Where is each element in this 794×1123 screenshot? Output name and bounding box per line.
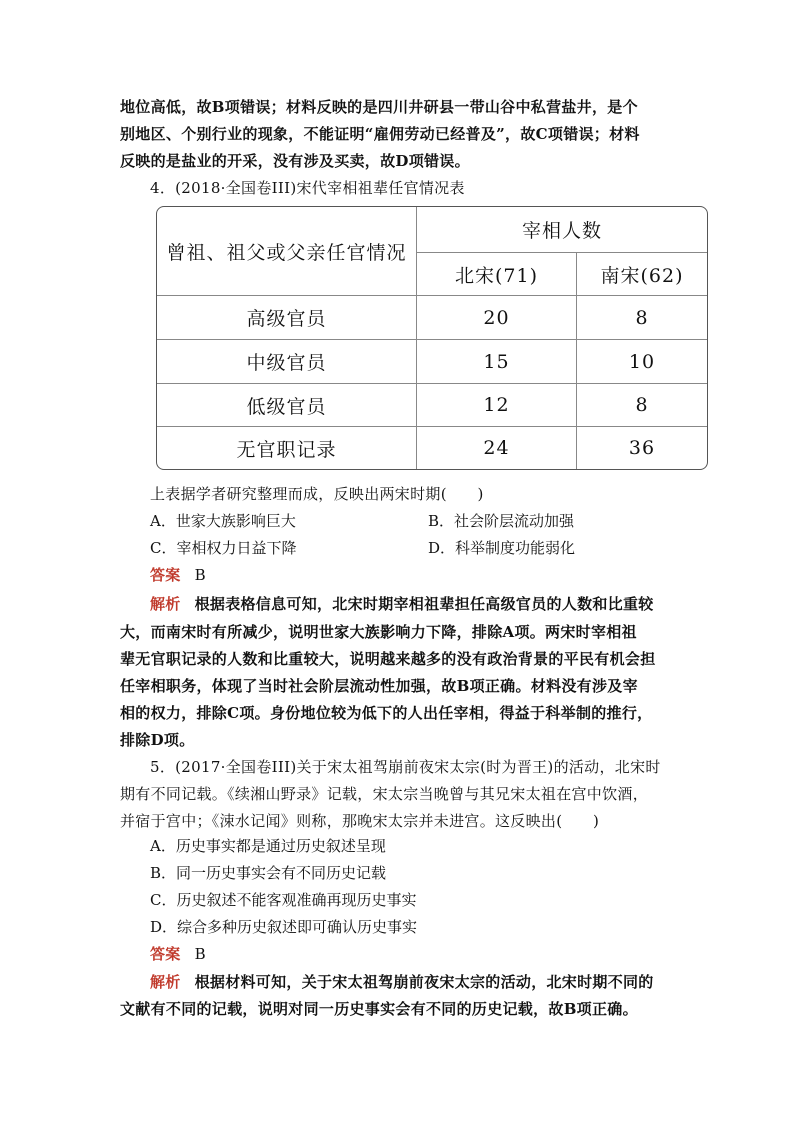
q5-answer-line bbox=[150, 941, 710, 967]
table-col-south: 南宋(62) bbox=[600, 264, 684, 287]
q5-analysis-line-1 bbox=[150, 969, 710, 995]
q4-question: 上表据学者研究整理而成，反映出两宋时期( ) bbox=[150, 485, 484, 503]
q5-stem-line-3: 并宿于宫中；《涑水记闻》则称，那晚宋太宗并未进宫。这反映出( ) bbox=[120, 812, 600, 830]
table-cell-south: 8 bbox=[635, 394, 649, 416]
q5-analysis-text-1: 根据材料可知，关于宋太祖驾崩前夜宋太宗的活动，北宋时期不同的 bbox=[194, 973, 654, 991]
q4-analysis-line-2: 大，而南宋时有所减少，说明世家大族影响力下降，排除A项。两宋时宰相祖 bbox=[120, 623, 637, 641]
q4-analysis-line-1 bbox=[150, 591, 710, 617]
table-group-header: 宰相人数 bbox=[521, 220, 602, 242]
q4-analysis-line-3: 辈无官职记录的人数和比重较大，说明越来越多的没有政治背景的平民有机会担 bbox=[120, 650, 656, 668]
q4-analysis-text-1: 根据表格信息可知，北宋时期宰相祖辈担任高级官员的人数和比重较 bbox=[194, 595, 654, 613]
q5-answer-label: 答案 bbox=[150, 945, 181, 963]
prev-analysis-line-2: 别地区、个别行业的现象，不能证明“雇佣劳动已经普及”，故C项错误；材料 bbox=[120, 125, 640, 143]
table-col-north: 北宋(71) bbox=[454, 264, 538, 287]
table-cell-north: 15 bbox=[483, 350, 510, 373]
q4-analysis-label: 解析 bbox=[150, 595, 181, 613]
q4-answer-label: 答案 bbox=[150, 566, 181, 584]
q4-option-b: B．社会阶层流动加强 bbox=[428, 512, 575, 530]
table-cell-south: 10 bbox=[628, 350, 656, 373]
q5-analysis-line-2: 文献有不同的记载，说明对同一历史事实会有不同的历史记载，故B项正确。 bbox=[120, 1000, 638, 1018]
table-row-label: 无官职记录 bbox=[236, 438, 337, 461]
table-row-label: 低级官员 bbox=[246, 395, 327, 418]
table-cell-south: 36 bbox=[628, 437, 656, 459]
q4-option-c: C．宰相权力日益下降 bbox=[150, 539, 297, 557]
q4-analysis-line-4: 任宰相职务，体现了当时社会阶层流动性加强，故B项正确。材料没有涉及宰 bbox=[120, 677, 638, 695]
q4-option-d: D．科举制度功能弱化 bbox=[428, 539, 576, 557]
q4-analysis-line-6: 排除D项。 bbox=[120, 731, 195, 749]
q4-answer-line bbox=[150, 562, 710, 588]
q5-analysis-label: 解析 bbox=[150, 973, 181, 991]
q5-option-d: D．综合多种历史叙述即可确认历史事实 bbox=[150, 918, 418, 936]
table-row-header: 曾祖、祖父或父亲任官情况 bbox=[166, 241, 407, 264]
q4-answer: B bbox=[194, 566, 206, 584]
table-row-label: 中级官员 bbox=[246, 352, 327, 374]
q5-option-b: B．同一历史事实会有不同历史记载 bbox=[150, 864, 387, 882]
q4-stem: 4．(2018·全国卷III)宋代宰相祖辈任官情况表 bbox=[150, 179, 465, 197]
q5-option-a: A．历史事实都是通过历史叙述呈现 bbox=[150, 837, 386, 855]
prev-analysis-line-3: 反映的是盐业的开采，没有涉及买卖，故D项错误。 bbox=[120, 152, 470, 170]
table-cell-south: 8 bbox=[635, 306, 649, 329]
table-cell-north: 24 bbox=[483, 437, 510, 459]
table-cell-north: 12 bbox=[483, 394, 510, 416]
prev-analysis-line-1: 地位高低，故B项错误；材料反映的是四川井研县一带山谷中私营盐井，是个 bbox=[120, 98, 638, 116]
q4-analysis-line-5: 相的权力，排除C项。身份地位较为低下的人出任宰相，得益于科举制的推行， bbox=[120, 704, 653, 722]
q4-option-a: A．世家大族影响巨大 bbox=[150, 512, 296, 530]
table-cell-north: 20 bbox=[483, 306, 510, 329]
official-table bbox=[156, 206, 708, 470]
q5-stem-line-1: 5．(2017·全国卷III)关于宋太祖驾崩前夜宋太宗(时为晋王)的活动，北宋时 bbox=[150, 758, 661, 776]
q5-answer: B bbox=[194, 945, 206, 963]
table-row-label: 高级官员 bbox=[246, 308, 327, 330]
q5-option-c: C．历史叙述不能客观准确再现历史事实 bbox=[150, 891, 417, 909]
q5-stem-line-2: 期有不同记载。《续湘山野录》记载，宋太宗当晚曾与其兄宋太祖在宫中饮酒， bbox=[120, 785, 649, 803]
